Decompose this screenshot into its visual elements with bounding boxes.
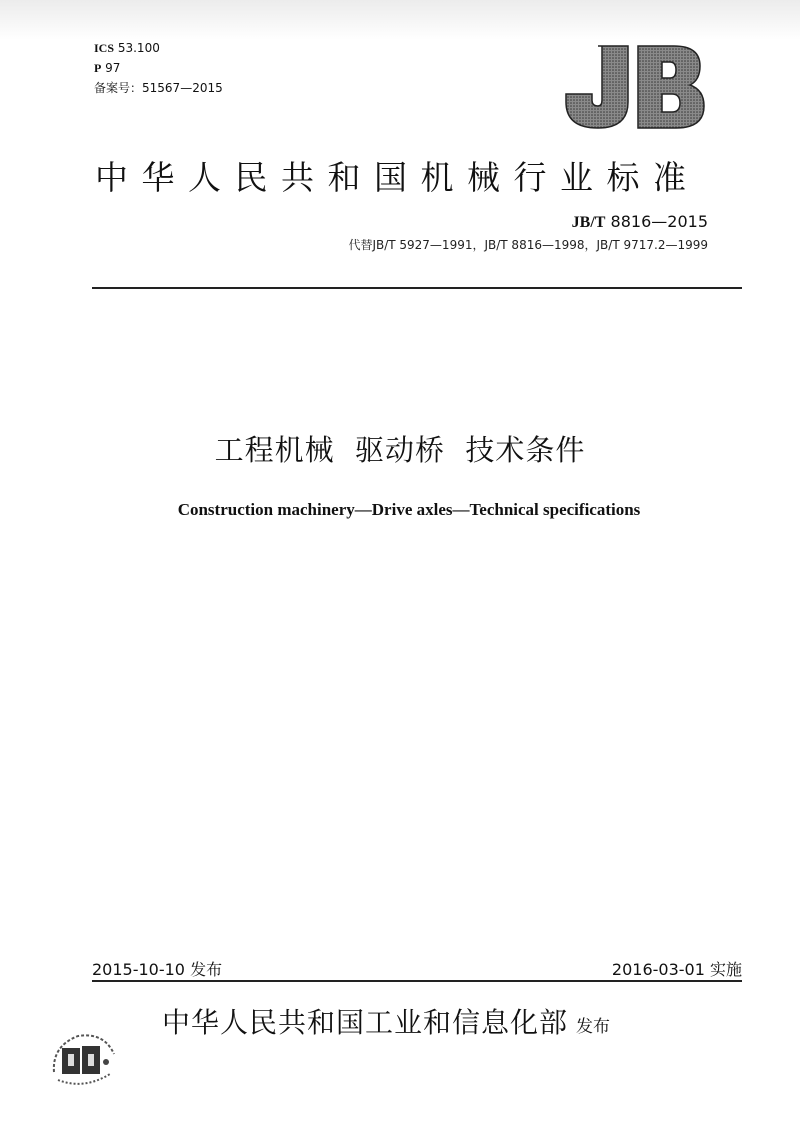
filing-number: 备案号：51567—2015 <box>94 81 223 95</box>
release-date: 2015-10-10 发布 <box>92 960 223 979</box>
implementation-date: 2016-03-01 实施 <box>611 960 742 979</box>
header-divider <box>92 287 742 289</box>
replaces-note: 代替JB/T 5927—1991，JB/T 8816—1998，JB/T 9717.2—1999 <box>348 238 708 252</box>
library-seal-stamp <box>48 1028 120 1092</box>
title-english: Construction machinery—Drive axles—Technical specifications <box>177 500 641 519</box>
ministry-standard-title: 中华人民共和国机械行业标准 <box>95 158 700 197</box>
issuer <box>162 1001 610 1041</box>
classification-code: P 97 <box>94 61 121 75</box>
issuer-suffix: 发布 <box>576 1017 611 1037</box>
jb-logo <box>558 42 706 132</box>
footer-divider <box>92 980 742 982</box>
ics-code: ICS 53.100 <box>94 41 160 55</box>
title-chinese: 工程机械 驱动桥 技术条件 <box>214 433 586 467</box>
standard-number: JB/T 8816—2015 <box>571 212 708 231</box>
issuer-name: 中华人民共和国工业和信息化部 <box>162 1006 569 1039</box>
scan-noise <box>0 0 800 40</box>
